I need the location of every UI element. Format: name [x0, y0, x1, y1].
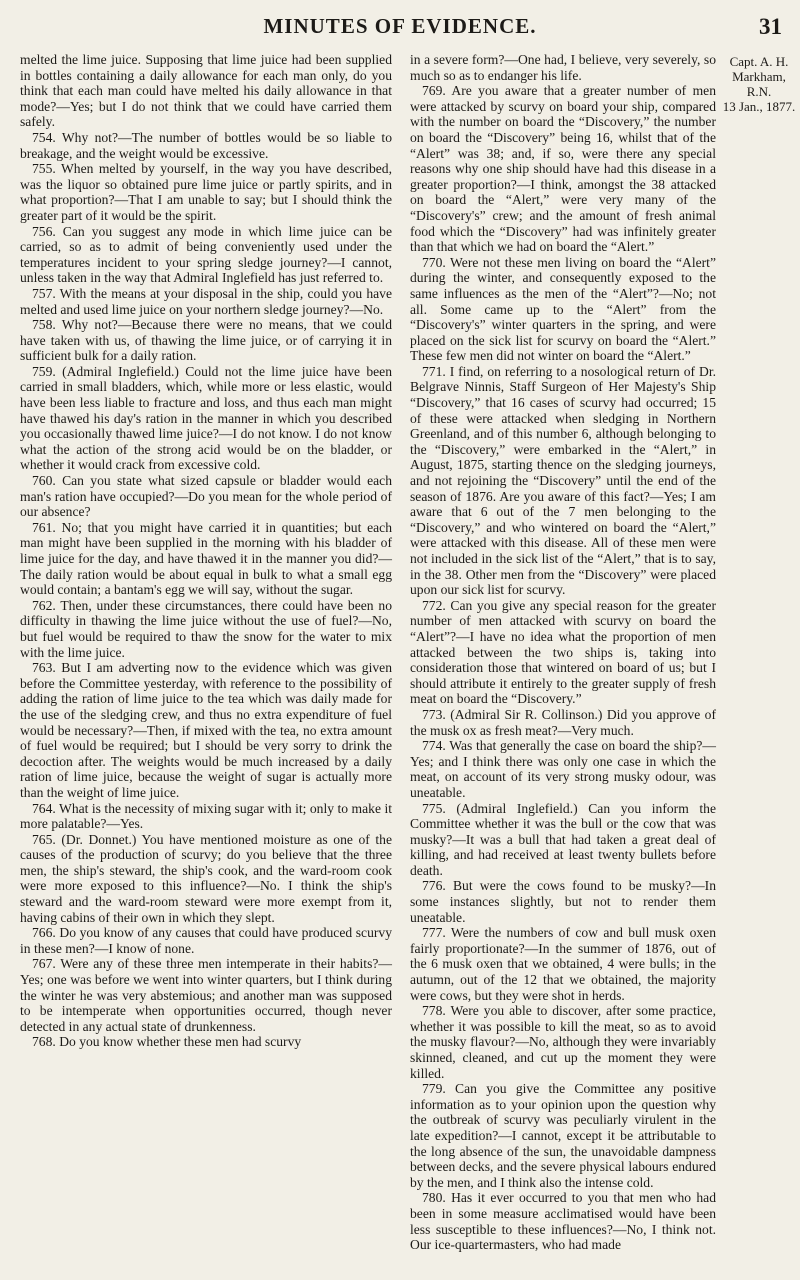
paragraph: 755. When melted by yourself, in the way you have described, was the liquor so obtained pure lime juice or partly spirits, and in what proportion?—That I am unable to say; but I should think the greater part of it would be the spirit.	[20, 161, 392, 223]
paragraph: 765. (Dr. Donnet.) You have mentioned moisture as one of the causes of the production of scurvy; do you believe that the three men, the ship's steward, the ship's cook, and the ward-room cook were more exposed to this influence?—No. I think the ship's steward and the ward-room steward were more exempt from it, having cabins of their own in which they slept.	[20, 831, 392, 925]
paragraph: 758. Why not?—Because there were no means, that we could have taken with us, of thawing the lime juice, or of carrying it in sufficient bulk for a daily ration.	[20, 317, 392, 364]
paragraph: 768. Do you know whether these men had scurvy	[32, 1034, 302, 1050]
paragraph: 756. Can you suggest any mode in which lime juice can be carried, so as to admit of being conveniently used under the temperatures incident to your spring sledge journey?—I cannot, unless taken in the way that Admiral Inglefield has just referred to.	[20, 223, 392, 286]
right-text-column	[410, 52, 716, 1253]
page-title: MINUTES OF EVIDENCE.	[263, 14, 537, 38]
paragraph: 760. Can you state what sized capsule or bladder would each man's ration have occupied?—Do you mean for the whole period of our absence?	[20, 473, 392, 520]
paragraph: 759. (Admiral Inglefield.) Could not the lime juice have been carried in small bladders, which, while more or less elastic, would have been less liable to fracture and loss, and thus each man might have thawed his day's ration in the manner in which you described you occasionally thawed lime juice?—I do not know. I do not know what the action of the strong acid would be on the bladder, or whether it would crack from excessive cold.	[20, 363, 392, 473]
paragraph: 773. (Admiral Sir R. Collinson.) Did you approve of the musk ox as fresh meat?—Very much.	[410, 706, 716, 738]
paragraph: 779. Can you give the Committee any positive information as to your opinion upon the question why the outbreak of scurvy was peculiarly virulent in the late expedition?—I cannot, except it be attributable to the long absence of the sun, the unavoidable dampness between decks, and the severe physical labours endured by the men, and I think also the intense cold.	[410, 1081, 716, 1190]
paragraph: 771. I find, on referring to a nosological return of Dr. Belgrave Ninnis, Staff Surgeon of Her Majesty's Ship “Discovery,” that 16 cases of scurvy had occurred; 15 of these were attacked when sledging in Northern Greenland, and of this number 6, although belonging to the “Discovery,” were embarked in the “Alert,” in August, 1875, starting thence on the sledging journeys, and not rejoining the “Discovery” until the end of the season of 1876. Are you aware of this fact?—Yes; I am aware that 6 out of the 7 men belonging to the “Discovery,” and who wintered on board the “Alert,” were attacked with this disease. All of these men were not included in the sick list of the “Alert,” that is to say, in the 38. Other men from the “Discovery” were placed upon our sick list for scurvy.	[410, 363, 716, 598]
paragraph: 766. Do you know of any causes that could have produced scurvy in these men?—I know of none.	[20, 925, 392, 956]
paragraph: in a severe form?—One had, I believe, very severely, so much so as to endanger his life.	[410, 52, 716, 83]
paragraph: 762. Then, under these circumstances, there could have been no difficulty in thawing the lime juice without the use of fuel?—No, but fuel would be required to thaw the snow for the water to mix with the lime juice.	[20, 597, 392, 660]
paragraph: 770. Were not these men living on board the “Alert” during the winter, and consequently exposed to the same influences as the men of the “Alert”?—No; not all. Some came up to the “Alert” from the “Discovery's” winter quarters in the spring, and were placed on the sick list for scurvy on board the “Alert.” These few men did not winter on board the “Alert.”	[410, 254, 716, 364]
paragraph: 772. Can you give any special reason for the greater number of men attacked with scurvy on board the “Alert”?—I have no idea what the proportion of men attacked between the two ships is, taking into consideration those that wintered on board of us; but I should attribute it entirely to the greater supply of fresh meat on board the “Discovery.”	[410, 597, 716, 707]
paragraph: 774. Was that generally the case on board the ship?—Yes; and I think there was only one case in which the meat, on account of its very strong musky odour, was uneatable.	[410, 738, 716, 800]
paragraph: 778. Were you able to discover, after some practice, whether it was possible to kill the meat, so as to avoid the musky flavour?—No, although they were invariably skinned, cleaned, and cut up the moment they were killed.	[410, 1003, 716, 1081]
paragraph: 757. With the means at your disposal in the ship, could you have melted and used lime juice on your northern sledge journey?—No.	[20, 285, 392, 317]
paragraph: 754. Why not?—The number of bottles would be so liable to breakage, and the weight would be excessive.	[20, 129, 392, 161]
paragraph: 761. No; that you might have carried it in quantities; but each man might have been supplied in the morning with his bladder of lime juice for the day, and have thawed it in the manner you did?—The daily ration would be about equal in bulk to what a small egg would contain; a bantam's egg we will say, without the sugar.	[20, 519, 392, 598]
margin-note	[722, 54, 796, 114]
page-header	[0, 14, 800, 54]
paragraph: 767. Were any of these three men intemperate in their habits?—Yes; one was before we went into winter quarters, but I think during the winter he was very abstemious; and another man was supposed to be intemperate when opportunities occurred, though never detected in any actual state of drunkenness.	[20, 956, 392, 1034]
witness-date: 13 Jan., 1877.	[722, 99, 796, 114]
paragraph: 763. But I am adverting now to the evidence which was given before the Committee yesterday, with reference to the possibility of adding the ration of lime juice to the tea which was daily made for the use of the sledging crew, and thus no extra expenditure of fuel would be necessary?—Then, if mixed with the tea, no extra amount of fuel would be required; but I should be very sorry to drink the decoction after. The weights would be much increased by a daily ration of lime juice, because the weight of sugar is actually more than the weight of lime juice.	[20, 660, 392, 800]
page-number: 31	[759, 14, 782, 39]
paragraph: 769. Are you aware that a greater number of men were attacked by scurvy on board your ship, compared with the number on board the “Discovery,” the number on board the “Discovery” being 16, whilst that of the “Alert” was 38; and, if so, were there any special reasons why one ship should have had this disease in a greater proportion?—I think, amongst the 38 attacked on board the “Alert,” were very many of the “Discovery's” crew; and the amount of fresh animal food which the “Discovery” had was infinitely greater than that which we had on board the “Alert.”	[410, 83, 716, 255]
paragraph: melted the lime juice. Supposing that lime juice had been supplied in bottles containing a daily allowance for each man only, do you think that each man could have melted his daily allowance in that mode?—Yes; but I do not think that we could have carried them safely.	[20, 52, 392, 130]
paragraph: 780. Has it ever occurred to you that men who had been in some measure acclimatised would have been less susceptible to these influences?—No, I think not. Our ice-quartermasters, who had made	[410, 1190, 716, 1253]
paragraph: 777. Were the numbers of cow and bull musk oxen fairly proportionate?—In the summer of 1876, out of the 6 musk oxen that we obtained, 4 were bulls; in the autumn, out of the 12 that we obtained, the majority were cows, but they were shot in herds.	[410, 925, 716, 1003]
witness-name: Capt. A. H. Markham, R.N.	[729, 54, 789, 99]
left-text-column	[20, 52, 392, 1050]
paragraph: 764. What is the necessity of mixing sugar with it; only to make it more palatable?—Yes.	[20, 800, 392, 832]
paragraph: 775. (Admiral Inglefield.) Can you inform the Committee whether it was the bull or the cow that was musky?—It was a bull that had taken a great deal of killing, and had received at least twenty bullets before death.	[410, 800, 716, 878]
paragraph: 776. But were the cows found to be musky?—In some instances slightly, but not to render them uneatable.	[410, 878, 716, 925]
